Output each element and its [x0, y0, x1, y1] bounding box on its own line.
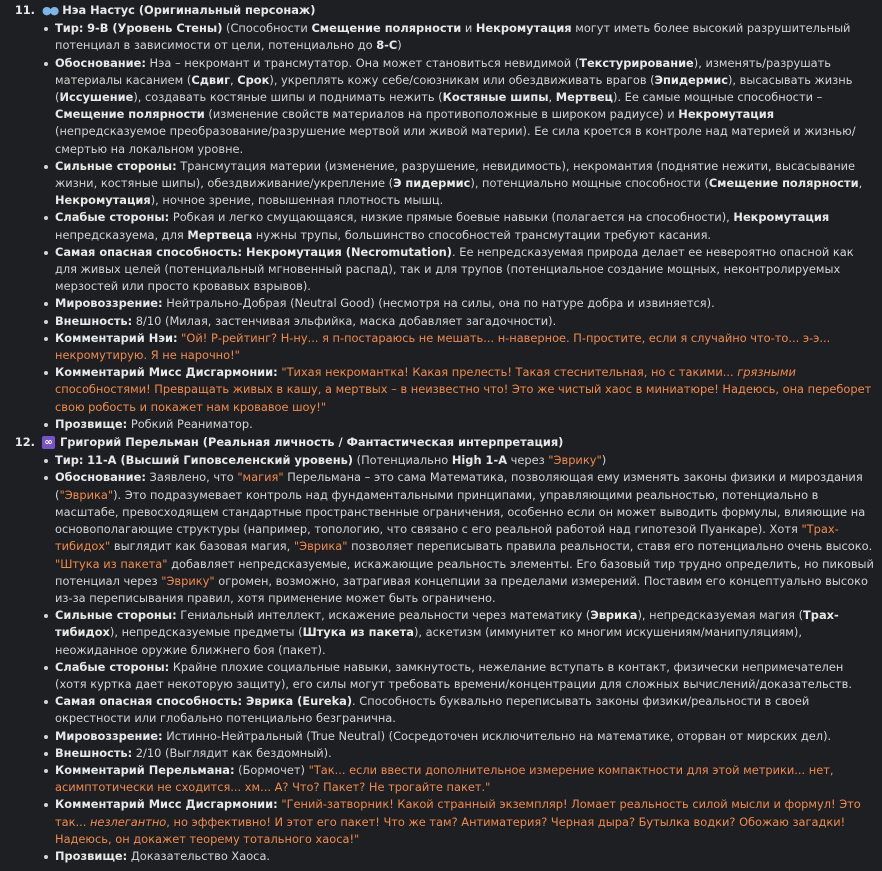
basis-item: Обоснование: Нэа – некромант и трансмутатор. Она может становиться невидимой (Текстурирование), изменять/разрушать материалы касанием (Сдвиг, Срок), укреплять кожу себе/союзникам или обездвиживать врагов (Эпидермис), высасывать жизнь (Иссушение), создавать костяные шипы и поднимать нежить (Костяные шипы, Мертвец). Ее самые мощные способности – Смещение полярности (изменение свойств материалов на противоположные в широком радиусе) и Некромутация (непредсказуемое преобразование/разрушение мертвой или живой материи). Ее сила кроется в контроле над материей и жизнью/смертью на локальном уровне. [55, 55, 874, 158]
miss-comment-item: Комментарий Мисс Дисгармонии: "Гений-затворник! Какой странный экземпляр! Ломает реальность силой мысли и формул! Это так... незлегантно, но эффективно! И этот его пакет! Что же там? Антиматерия? Черная дыра? Бутылка водки? Обожаю загадки! Надеюсь, он докажет теорему тотального хаоса!" [55, 796, 874, 848]
miss-comment-item: Комментарий Мисс Дисгармонии: "Тихая некромантка! Какая прелесть! Такая стеснительная, но с такими... грязными способностями! Превращать живых в кашу, а мертвых – в неизвестно что! Это же чистый хаос в миниатюре! Надеюсь, она переборет свою робость и покажет нам кровавое шоу!" [55, 364, 874, 416]
tier-item: Тир: 11-A (Высший Гиповселенский уровень) (Потенциально High 1-A через "Эврику") [55, 452, 874, 469]
entry-number: 12. [14, 435, 35, 450]
looks-item: Внешность: 2/10 (Выглядит как бездомный). [55, 745, 874, 762]
nickname-item: Прозвище: Робкий Реаниматор. [55, 416, 874, 433]
alignment-item: Мировоззрение: Нейтрально-Добрая (Neutral Good) (несмотря на силы, она по натуре добра и извиняется). [55, 295, 874, 312]
nickname-item: Прозвище: Доказательство Хаоса. [55, 848, 874, 865]
entry-number: 11. [14, 3, 35, 17]
comment-item: Комментарий Перельмана: (Бормочет) "Так... если ввести дополнительное измерение компактности для этой метрики... нет, асимптотически не сходится... хм... А? Что? Пакет? Не трогайте пакет." [55, 762, 874, 796]
alignment-item: Мировоззрение: Истинно-Нейтральный (True Neutral) (Сосредоточен исключительно на математике, оторван от мирских дел). [55, 728, 874, 745]
strengths-item: Сильные стороны: Гениальный интеллект, искажение реальности через математику (Эврика), непредсказуемая магия (Трах-тибидох), непредсказуемые предметы (Штука из пакета), аскетизм (иммунитет ко многим искушениям/манипуляциям), неожиданное оружие ближнего боя (пакет). [55, 607, 874, 659]
entry-details [5, 20, 874, 433]
basis-item: Обоснование: Заявлено, что "магия" Перельмана – это сама Математика, позволяющая ему изменять законы физики и мироздания ("Эврика"). Это подразумевает контроль над фундаментальными принципами, управляющими реальностью, потенциально в масштабе, превосходящем стандартные пространственные ограничения, особенно если он может выводить формулы, влияющие на основополагающие структуры (например, топологию, что связано с его реальной работой над гипотезой Пуанкаре). Хотя "Трах-тибидох" выглядит как базовая магия, "Эврика" позволяет переписывать правила реальности, ставя его потенциально очень высоко. "Штука из пакета" добавляет непредсказуемые, искажающие реальность элементы. Его базовый тир трудно определить, но пиковый потенциал через "Эврику" огромен, возможно, затрагивая концепции за пределами измерений. Поставим его концептуально высоко из-за переписывания правил, хотя применение может быть ограничено. [55, 469, 874, 607]
entry-perelman [5, 434, 874, 865]
entry-nea [5, 2, 874, 433]
looks-item: Внешность: 8/10 (Милая, застенчивая эльфийка, маска добавляет загадочности). [55, 313, 874, 330]
entry-title [5, 2, 874, 19]
entry-name: Григорий Перельман (Реальная личность / Фантастическая интерпретация) [60, 435, 564, 450]
entry-details [5, 452, 874, 865]
entry-name: Нэа Настус (Оригинальный персонаж) [62, 3, 316, 17]
strengths-item: Сильные стороны: Трансмутация материи (изменение, разрушение, невидимость), некромантия (поднятие нежити, высасывание жизни, костяные шипы), обездвиживание/укрепление (Э пидермис), потенциально мощные способности (Смещение полярности, Некромутация), ночное зрение, повышенная плотность мышц. [55, 158, 874, 210]
comment-item: Комментарий Нэи: "Ой! Р-рейтинг? Н-ну... я п-постараюсь не мешать... н-наверное. П-простите, если я случайно что-то... э-э... некромутирую. Я не нарочно!" [55, 330, 874, 364]
dangerous-item: Самая опасная способность: Некромутация (Necromutation). Ее непредсказуемая природа делает ее невероятно опасной как для живых целей (потенциальный мгновенный распад), так и для трупов (потенциальное создание мощных, неконтролируемых мерзостей или просто кровавых взрывов). [55, 244, 874, 296]
weaknesses-item: Слабые стороны: Крайне плохие социальные навыки, замкнутость, нежелание вступать в контакт, физически непримечателен (хотя куртка дает некоторую защиту), его силы могут требовать времени/концентрации для сложных вычислений/доказательств. [55, 659, 874, 693]
eyes-icon: ●● [42, 4, 58, 17]
weaknesses-item: Слабые стороны: Робкая и легко смущающаяся, низкие прямые боевые навыки (полагается на способности), Некромутация непредсказуема, для Мертвеца нужны трупы, большинство способностей трансмутации требуют касания. [55, 209, 874, 243]
tier-item: Тир: 9-B (Уровень Стены) (Способности Смещение полярности и Некромутация могут иметь более высокий разрушительный потенциал в зависимости от цели, потенциально до 8-C) [55, 20, 874, 54]
dangerous-item: Самая опасная способность: Эврика (Eureka). Способность буквально переписывать законы физики/реальности в своей окрестности или глобально потенциально безгранична. [55, 693, 874, 727]
entry-title [5, 434, 874, 451]
infinity-icon: ∞ [42, 436, 55, 449]
